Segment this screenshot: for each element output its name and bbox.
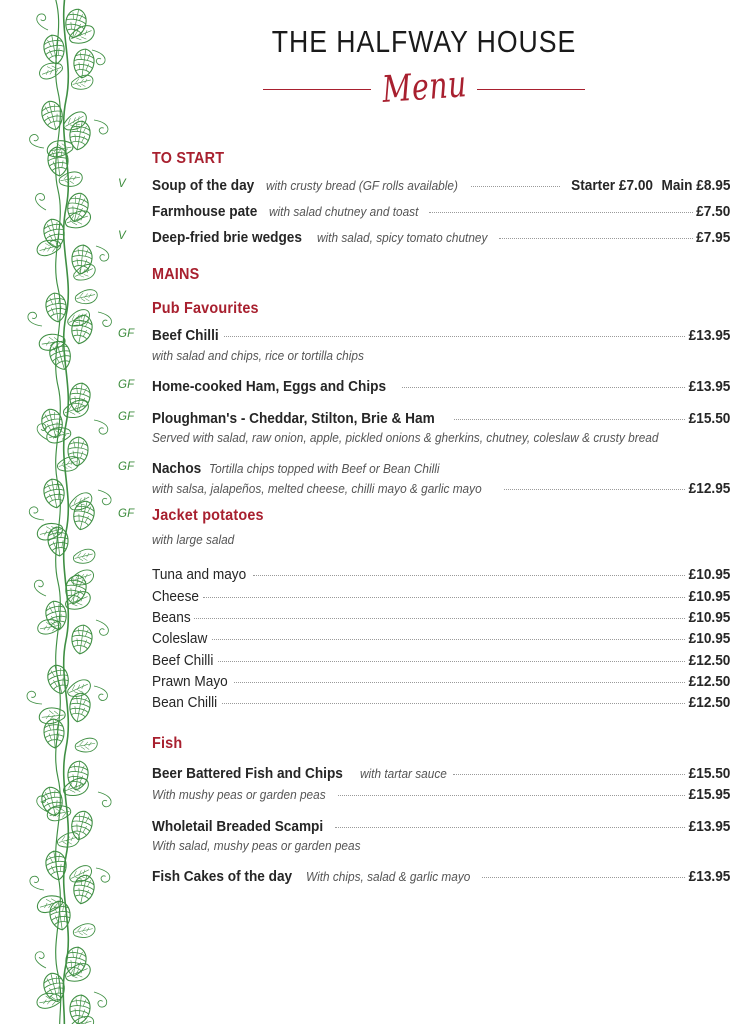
section-to-start (118, 150, 730, 249)
dot-leader (253, 575, 684, 576)
dot-leader (338, 795, 685, 796)
pub-favourites-items (118, 327, 730, 499)
menu-item (118, 818, 730, 855)
rule-left (263, 89, 371, 90)
menu-item (118, 378, 730, 397)
item-price: £12.95 (688, 481, 730, 498)
dot-leader (222, 703, 684, 704)
jacket-potatoes-subtitle: with large salad (152, 532, 235, 547)
diet-tag-vegetarian: V (118, 177, 126, 190)
dot-leader (499, 238, 693, 239)
diet-tag-gluten-free: GF (118, 328, 135, 341)
item-description-line2: with salsa, jalapeños, melted cheese, chilli mayo & garlic mayo (152, 482, 482, 497)
hop-vine-border (14, 0, 118, 1024)
menu-item (118, 410, 730, 447)
menu-item (118, 652, 730, 671)
menu-item (118, 229, 730, 248)
dot-leader (218, 661, 684, 662)
item-price: £12.50 (688, 695, 730, 712)
section-title-mains: MAINS (152, 266, 200, 284)
to-start-items (118, 177, 730, 249)
item-price: £15.50 (688, 766, 730, 783)
item-name: Home-cooked Ham, Eggs and Chips (152, 378, 387, 395)
item-price: £7.95 (695, 230, 730, 247)
menu-item (118, 177, 730, 196)
menu-script-word: Menu (381, 63, 469, 112)
item-description: with crusty bread (GF rolls available) (265, 178, 458, 193)
menu-page (118, 0, 730, 1024)
dot-leader (454, 419, 685, 420)
item-subdescription: With salad, mushy peas or garden peas (152, 839, 361, 854)
section-mains (118, 266, 730, 284)
item-name: Wholetail Breaded Scampi (152, 818, 324, 835)
item-name: Ploughman's - Cheddar, Stilton, Brie & Ham (152, 410, 435, 427)
item-price: £7.50 (695, 203, 730, 220)
item-subdescription: Served with salad, raw onion, apple, pickled onions & gherkins, chutney, coleslaw & crusty bread (152, 431, 659, 446)
item-name: Bean Chilli (152, 695, 218, 712)
menu-item (118, 588, 730, 607)
dot-leader (504, 489, 685, 490)
dot-leader (471, 186, 560, 187)
menu-item (118, 460, 730, 500)
menu-item (118, 203, 730, 222)
item-price: £10.95 (688, 588, 730, 605)
item-description: with tartar sauce (360, 767, 447, 782)
item-price: £15.50 (688, 410, 730, 427)
menu-item (118, 765, 730, 805)
diet-tag-gluten-free: GF (118, 410, 135, 423)
menu-item (118, 694, 730, 713)
diet-tag-vegetarian: V (118, 230, 126, 243)
dot-leader (203, 597, 685, 598)
item-name: Beans (152, 609, 191, 626)
item-price-starter: Starter £7.00 (570, 177, 653, 194)
item-price: £10.95 (688, 567, 730, 584)
item-price: £10.95 (688, 609, 730, 626)
section-title-pub-favourites: Pub Favourites (152, 300, 259, 318)
item-description: with salad chutney and toast (269, 204, 419, 219)
diet-tag-gluten-free: GF (118, 460, 135, 473)
dot-leader (402, 387, 685, 388)
item-price: £12.50 (688, 652, 730, 669)
section-jacket-potatoes (118, 507, 730, 714)
dot-leader (224, 336, 685, 337)
dot-leader (212, 639, 685, 640)
item-price: £13.95 (688, 818, 730, 835)
item-name: Tuna and mayo (152, 567, 247, 584)
menu-header (118, 0, 730, 112)
item-price (571, 177, 730, 196)
item-name: Beef Chilli (152, 328, 219, 345)
dot-leader (194, 618, 685, 619)
jacket-potatoes-heading-row (118, 507, 730, 525)
item-price: £13.95 (688, 869, 730, 886)
diet-tag-gluten-free: GF (118, 507, 135, 520)
menu-item (118, 566, 730, 585)
item-price: £13.95 (688, 378, 730, 395)
item-variant-name: With mushy peas or garden peas (152, 787, 326, 802)
item-name: Fish Cakes of the day (152, 869, 293, 886)
jacket-potatoes-items (118, 566, 730, 713)
item-name: Nachos (152, 460, 202, 477)
item-name: Farmhouse pate (152, 203, 258, 220)
menu-script-row (118, 63, 730, 112)
diet-tag-gluten-free: GF (118, 378, 135, 391)
menu-item (118, 609, 730, 628)
restaurant-name: THE HALFWAY HOUSE (271, 24, 577, 59)
item-subdescription: with salad and chips, rice or tortilla chips (152, 348, 364, 363)
menu-item (118, 673, 730, 692)
dot-leader (453, 774, 684, 775)
item-name: Deep-fried brie wedges (152, 230, 302, 247)
item-price: £10.95 (688, 631, 730, 648)
item-name: Cheese (152, 588, 199, 605)
dot-leader (234, 682, 685, 683)
item-name: Soup of the day (152, 177, 255, 194)
item-description: Tortilla chips topped with Beef or Bean Chilli (209, 461, 440, 476)
section-fish (118, 735, 730, 887)
menu-item (118, 327, 730, 364)
item-name: Beef Chilli (152, 652, 214, 669)
item-name: Beer Battered Fish and Chips (152, 766, 343, 783)
menu-sections (118, 150, 730, 888)
item-price: £13.95 (688, 328, 730, 345)
dot-leader (482, 877, 685, 878)
item-variant-price: £15.95 (688, 786, 730, 803)
item-name: Prawn Mayo (152, 673, 228, 690)
item-name: Coleslaw (152, 631, 208, 648)
dot-leader (429, 212, 693, 213)
section-pub-favourites (118, 300, 730, 499)
menu-item (118, 630, 730, 649)
item-description: With chips, salad & garlic mayo (306, 870, 471, 885)
section-title-to-start: TO START (152, 149, 225, 167)
section-title-fish: Fish (152, 735, 183, 753)
fish-items (118, 765, 730, 887)
item-price-main: Main £8.95 (661, 177, 730, 194)
item-description: with salad, spicy tomato chutney (316, 231, 487, 246)
item-price: £12.50 (688, 673, 730, 690)
rule-right (477, 89, 585, 90)
dot-leader (335, 827, 685, 828)
menu-item (118, 868, 730, 887)
section-title-jacket-potatoes: Jacket potatoes (152, 506, 264, 524)
